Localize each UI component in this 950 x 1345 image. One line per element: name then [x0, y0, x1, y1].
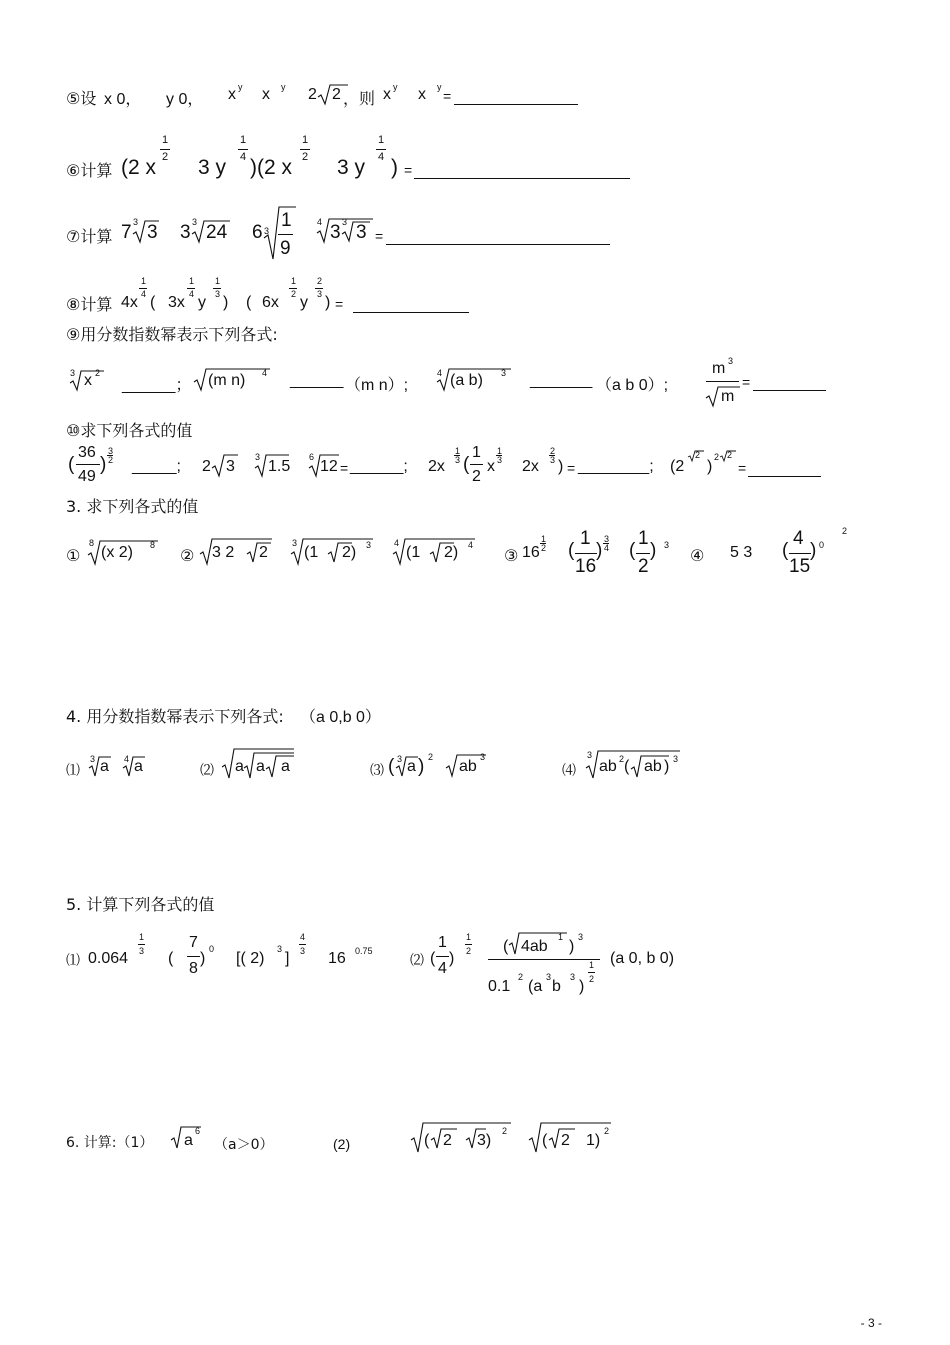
- exponent: y: [437, 82, 442, 92]
- exponent-numerator: 1: [189, 276, 195, 286]
- root-index: 4: [317, 217, 323, 227]
- exponent-numerator: 2: [317, 276, 323, 286]
- item-number: ④: [690, 548, 705, 565]
- exponent: 3: [480, 752, 486, 762]
- exponent-numerator: 1: [455, 446, 461, 456]
- exponent-denominator: 2: [541, 543, 547, 553]
- item-number: ⑴: [66, 952, 80, 968]
- problem-9: [0, 356, 950, 412]
- fraction-numerator: m: [712, 360, 726, 377]
- term: 0.064: [88, 950, 129, 967]
- exponent: 0.75: [355, 946, 373, 956]
- exponent-numerator: 1: [141, 276, 147, 286]
- item-number: ③: [504, 548, 519, 565]
- fraction-denominator: 49: [78, 468, 96, 485]
- term: 2x: [428, 458, 445, 475]
- exponent: 2: [604, 1126, 610, 1136]
- exponent: 3: [570, 972, 576, 982]
- radicand: (m n): [208, 372, 246, 389]
- exponent-denominator: 2: [162, 151, 169, 163]
- term: 4x: [121, 294, 138, 311]
- radicand: 24: [206, 222, 228, 243]
- fraction-bar: [238, 149, 248, 150]
- exponent-denominator: 3: [317, 289, 323, 299]
- fraction-numerator: 1: [281, 210, 292, 231]
- exponent-denominator: 2: [466, 946, 472, 956]
- term: x: [262, 86, 270, 103]
- paren: (: [463, 454, 470, 475]
- radicand: a: [100, 758, 109, 775]
- problem-6-label: ⑥计算: [66, 161, 113, 180]
- question-3-label: 3. 求下列各式的值: [66, 497, 199, 516]
- radicand: 2: [727, 450, 733, 460]
- paren: ): [664, 758, 670, 775]
- exponent-numerator: 3: [108, 446, 114, 456]
- radicand: (1: [304, 544, 319, 561]
- coefficient: 6: [252, 222, 263, 243]
- condition: (a 0, b 0): [610, 950, 675, 967]
- exponent: 3: [277, 944, 283, 954]
- exponent: 0: [209, 944, 215, 954]
- paren: ): [558, 458, 564, 475]
- root-index: 8: [89, 538, 95, 548]
- paren: ): [569, 938, 575, 955]
- fraction-bar: [636, 553, 650, 554]
- fraction-denominator: 15: [789, 556, 811, 577]
- exponent: 2: [518, 972, 524, 982]
- problem-10: [0, 442, 950, 492]
- root-index: 3: [587, 750, 593, 760]
- page-number: - 3 -: [860, 1316, 882, 1330]
- coefficient: 7: [121, 222, 132, 243]
- exponent: 6: [195, 1126, 201, 1136]
- root-index: 3: [255, 452, 261, 462]
- question-6-label: 6. 计算:（1）: [66, 1135, 154, 1151]
- exponent-numerator: 1: [378, 134, 385, 146]
- exponent-numerator: 1: [466, 932, 472, 942]
- exponent-denominator: 4: [240, 151, 247, 163]
- root-index: 4: [124, 754, 130, 764]
- radicand: 2: [443, 1132, 452, 1149]
- term: 2x: [522, 458, 539, 475]
- answer-blank: [753, 390, 826, 391]
- term: 3 y: [198, 156, 227, 179]
- term: 16: [522, 544, 540, 561]
- coefficient: 2: [202, 458, 211, 475]
- exponent: 3: [501, 368, 507, 378]
- item-number: ⑴: [66, 762, 80, 778]
- paren: ): [650, 540, 657, 561]
- fraction-numerator: 36: [78, 444, 96, 461]
- fraction-bar: [187, 956, 200, 957]
- question-5: [0, 928, 950, 1002]
- condition: （a 0,b 0）: [300, 709, 381, 726]
- exponent-denominator: 4: [189, 289, 195, 299]
- answer-blank: _______: [530, 372, 593, 389]
- radicand: ab: [459, 758, 477, 775]
- exponent: 2: [502, 1126, 508, 1136]
- term: y: [300, 294, 308, 311]
- problem-6: [0, 134, 950, 184]
- exponent-denominator: 4: [141, 289, 147, 299]
- radicand: 2: [695, 450, 701, 460]
- exponent-numerator: 1: [240, 134, 247, 146]
- paren: ): [810, 540, 817, 561]
- exponent: 3: [366, 540, 372, 550]
- radicand: 3: [226, 458, 235, 475]
- root-index: 3: [292, 538, 298, 548]
- paren: ): [579, 978, 585, 995]
- exponent: 3: [578, 932, 584, 942]
- radicand: 3): [477, 1132, 492, 1149]
- coefficient: 3: [180, 222, 191, 243]
- exponent-denominator: 2: [302, 151, 309, 163]
- exponent: 4: [262, 368, 268, 378]
- exponent: 2: [95, 368, 101, 378]
- exponent-numerator: 3: [604, 534, 610, 544]
- equals-sign: =: [404, 162, 413, 178]
- fraction-denominator: 4: [438, 960, 447, 977]
- exponent-denominator: 2: [589, 974, 595, 984]
- coefficient: 2: [308, 86, 317, 103]
- cond-y: y 0，: [166, 91, 204, 108]
- problem-8-label: ⑧计算: [66, 295, 113, 314]
- radicand: a: [184, 1132, 193, 1149]
- paren: (: [246, 294, 252, 311]
- term: (2 x: [121, 156, 157, 179]
- problem-8: [0, 276, 950, 316]
- exponent: 4: [468, 540, 474, 550]
- problem-9-label: ⑨用分数指数幂表示下列各式:: [66, 325, 278, 344]
- exponent: 3: [546, 972, 552, 982]
- exponent: 8: [150, 540, 156, 550]
- term: x: [487, 458, 495, 475]
- fraction-denominator: 2: [638, 556, 649, 577]
- then-text: ，则: [343, 89, 376, 108]
- root-index: 3: [133, 217, 139, 227]
- radicand: a: [134, 758, 143, 775]
- root-index: 4: [394, 538, 400, 548]
- radicand: ab: [599, 758, 617, 775]
- exponent: 3: [664, 540, 670, 550]
- fraction-denominator: m: [721, 388, 735, 405]
- fraction-bar: [436, 956, 449, 957]
- question-6: [0, 1120, 950, 1160]
- fraction-bar: [76, 464, 100, 465]
- paren: ): [707, 458, 713, 475]
- item-number: ⑶: [370, 762, 384, 778]
- exponent: 1: [558, 932, 564, 942]
- exponent: 2: [842, 526, 848, 536]
- equals-sign: =: [335, 296, 344, 312]
- radicand: 3: [330, 222, 341, 243]
- fraction-bar: [138, 944, 145, 945]
- term: x: [383, 86, 391, 103]
- problem-5: [0, 84, 950, 114]
- radicand: 4ab: [521, 938, 548, 955]
- problem-7-label: ⑦计算: [66, 227, 113, 246]
- fraction-bar: [488, 959, 600, 960]
- paren: ): [200, 950, 206, 967]
- paren: (: [150, 294, 156, 311]
- paren: ): [325, 294, 331, 311]
- exponent: 3: [673, 754, 679, 764]
- fraction-numerator: 1: [472, 444, 481, 461]
- fraction-numerator: 4: [793, 528, 804, 549]
- question-4-title: [0, 704, 950, 726]
- root-index: 4: [437, 368, 443, 378]
- answer-blank: [414, 178, 630, 179]
- term: 1): [586, 1132, 601, 1149]
- fraction-bar: [588, 972, 595, 973]
- term: b: [552, 978, 561, 995]
- radicand: x: [84, 372, 92, 389]
- answer-blank: ______；: [122, 377, 192, 394]
- exponent: 3: [728, 356, 734, 366]
- paren: ): [100, 454, 107, 475]
- fraction-numerator: 7: [189, 934, 198, 951]
- fraction-bar: [300, 149, 310, 150]
- exponent: 0: [819, 540, 825, 550]
- condition: （m n）;: [345, 377, 409, 394]
- term: [( 2): [236, 950, 265, 967]
- root-index: 3: [342, 217, 348, 227]
- paren: ): [223, 294, 229, 311]
- radicand: 12: [320, 458, 338, 475]
- radicand: 2: [332, 86, 341, 103]
- coefficient: 2: [714, 452, 720, 462]
- answer-blank: _____;: [132, 458, 181, 475]
- radicand: a: [281, 758, 290, 775]
- term: 3 y: [337, 156, 366, 179]
- question-3: [0, 524, 950, 584]
- equals-sign: =: [375, 228, 384, 244]
- exponent-numerator: 1: [215, 276, 221, 286]
- item-number: ⑷: [562, 762, 576, 778]
- exponent-denominator: 3: [455, 455, 461, 465]
- exponent-numerator: 1: [162, 134, 169, 146]
- equals-sign: =: [567, 460, 576, 476]
- cond-x: x 0，: [104, 91, 142, 108]
- answer-blank: [353, 312, 469, 313]
- equals-sign: =: [443, 88, 452, 104]
- equals-sign: =: [742, 374, 751, 390]
- exponent: y: [238, 82, 243, 92]
- root-index: 3: [70, 368, 76, 378]
- root-index: 3: [192, 217, 198, 227]
- fraction-bar: [465, 944, 472, 945]
- paren: (: [542, 1132, 548, 1149]
- term: y: [198, 294, 206, 311]
- bracket: ]: [285, 950, 290, 967]
- term: x: [418, 86, 426, 103]
- radicand: (a b): [450, 372, 483, 389]
- fraction-denominator: 2: [472, 468, 481, 485]
- exponent: 2: [428, 752, 434, 762]
- fraction-bar: [160, 149, 170, 150]
- paren: (: [782, 540, 789, 561]
- paren: (: [424, 1132, 430, 1149]
- answer-blank: ________;: [578, 458, 654, 475]
- fraction-denominator: 8: [189, 960, 198, 977]
- fraction-numerator: 1: [438, 934, 447, 951]
- paren: (: [388, 756, 395, 777]
- problem-9-title: [0, 322, 950, 344]
- exponent-denominator: 3: [497, 455, 503, 465]
- paren: ): [418, 756, 425, 777]
- exponent-numerator: 1: [139, 932, 145, 942]
- fraction-numerator: 1: [638, 528, 649, 549]
- problem-10-label: ⑩求下列各式的值: [66, 421, 193, 440]
- exponent-numerator: 4: [300, 932, 306, 942]
- radicand: (1: [406, 544, 421, 561]
- condition: （a＞0）: [214, 1137, 274, 1153]
- exponent-numerator: 1: [589, 960, 595, 970]
- radicand: 2: [259, 544, 268, 561]
- condition: （a b 0）;: [596, 377, 669, 394]
- root-index: 3: [264, 226, 270, 236]
- radicand: 2): [342, 544, 357, 561]
- term: 0.1: [488, 978, 511, 995]
- question-4: [0, 748, 950, 788]
- paren: (: [168, 950, 174, 967]
- radicand: (x 2): [101, 544, 133, 561]
- exponent-denominator: 3: [550, 455, 556, 465]
- fraction-bar: [575, 553, 597, 554]
- term: (2: [670, 458, 685, 475]
- radicand: a: [407, 758, 416, 775]
- question-5-label: 5. 计算下列各式的值: [66, 895, 215, 914]
- item-number: ②: [180, 548, 195, 565]
- item-number: ⑵: [200, 762, 214, 778]
- exponent-numerator: 1: [497, 446, 503, 456]
- exponent-denominator: 3: [215, 289, 221, 299]
- problem-7: [0, 204, 950, 260]
- exponent-denominator: 2: [291, 289, 297, 299]
- equals-sign: =: [340, 460, 349, 476]
- question-5-title: [0, 892, 950, 914]
- problem-5-label: ⑤设: [66, 89, 97, 108]
- item-number: ⑵: [410, 952, 424, 968]
- radicand: 3: [356, 222, 367, 243]
- paren: ): [449, 950, 455, 967]
- paren: ): [596, 540, 603, 561]
- paren: (: [503, 938, 509, 955]
- paren: (: [430, 950, 436, 967]
- term: 16: [328, 950, 346, 967]
- fraction-bar: [299, 944, 306, 945]
- exponent: 2: [619, 754, 625, 764]
- question-4-label: 4. 用分数指数幂表示下列各式:: [66, 707, 284, 726]
- item-number: (2): [333, 1136, 351, 1152]
- radicand: a: [235, 758, 244, 775]
- answer-blank: [454, 104, 578, 105]
- exponent-numerator: 1: [291, 276, 297, 286]
- exponent: y: [393, 82, 398, 92]
- radicand: 3: [147, 222, 158, 243]
- term: 3x: [168, 294, 185, 311]
- exponent-denominator: 2: [108, 455, 114, 465]
- term: )(2 x: [250, 156, 292, 179]
- answer-blank: [748, 476, 821, 477]
- fraction-denominator: 16: [575, 556, 597, 577]
- exponent-numerator: 1: [541, 534, 547, 544]
- exponent-numerator: 2: [550, 446, 556, 456]
- fraction-bar: [789, 553, 811, 554]
- problem-10-title: [0, 418, 950, 440]
- radicand: 2): [444, 544, 459, 561]
- answer-blank: [386, 244, 610, 245]
- question-3-title: [0, 494, 950, 516]
- fraction-bar: [376, 149, 386, 150]
- exponent-denominator: 3: [300, 946, 306, 956]
- paren: (: [624, 758, 630, 775]
- exponent-numerator: 1: [302, 134, 309, 146]
- root-index: 6: [309, 452, 315, 462]
- answer-blank: ______: [290, 372, 344, 389]
- fraction-bar: [706, 381, 739, 382]
- radicand: 1.5: [268, 458, 291, 475]
- term: 5 3: [730, 544, 753, 561]
- term: ): [391, 156, 398, 179]
- radicand: 3 2: [212, 544, 235, 561]
- paren: (: [68, 454, 75, 475]
- item-number: ①: [66, 548, 81, 565]
- root-index: 3: [90, 754, 96, 764]
- term: (a: [528, 978, 543, 995]
- radicand: ab: [644, 758, 662, 775]
- fraction-bar: [278, 234, 293, 235]
- radicand: a: [256, 758, 265, 775]
- root-index: 3: [397, 754, 403, 764]
- fraction-denominator: 9: [280, 238, 291, 259]
- paren: (: [629, 540, 636, 561]
- exponent: y: [281, 82, 286, 92]
- radicand: 2: [561, 1132, 570, 1149]
- answer-blank: ______;: [350, 458, 408, 475]
- exponent-denominator: 4: [604, 543, 610, 553]
- term: 6x: [262, 294, 279, 311]
- paren: (: [568, 540, 575, 561]
- equals-sign: =: [738, 460, 747, 476]
- exponent-denominator: 3: [139, 946, 145, 956]
- fraction-bar: [470, 464, 483, 465]
- term: x: [228, 86, 236, 103]
- fraction-numerator: 1: [580, 528, 591, 549]
- exponent-denominator: 4: [378, 151, 385, 163]
